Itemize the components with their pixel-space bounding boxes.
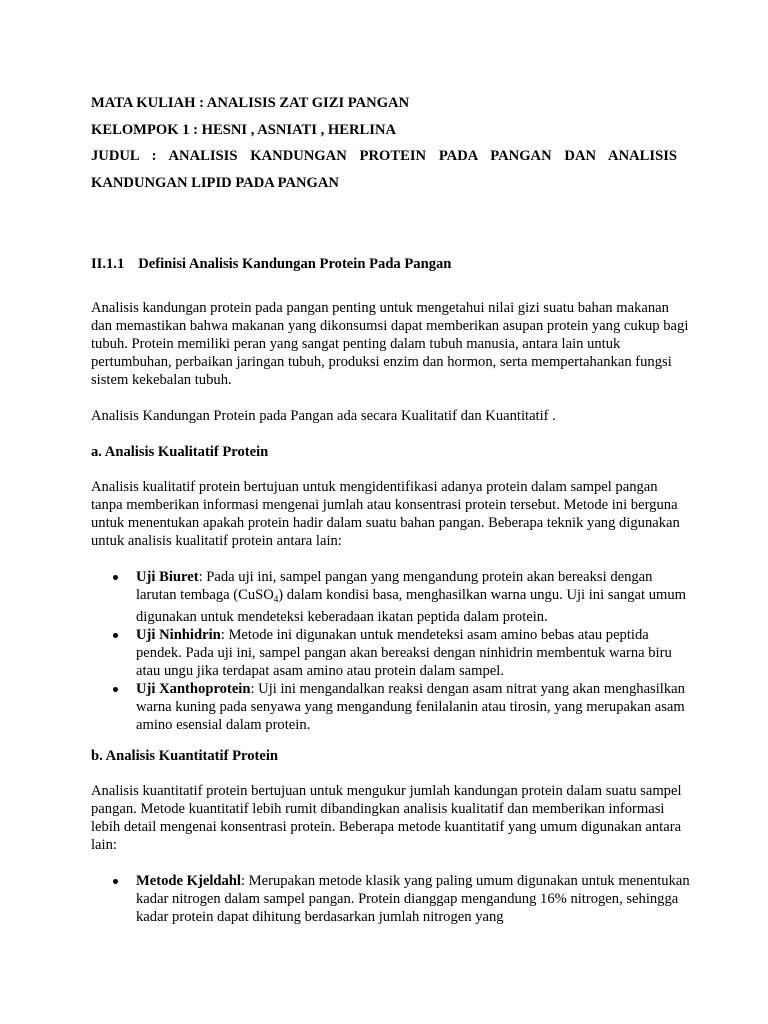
list-item-text: ) dalam kondisi basa, menghasilkan warna ungu. Uji ini sangat umum digunakan untuk mendeteksi keberadaan ikatan peptida dalam protein. [136,587,687,625]
list-item-ninhidrin [91,626,691,680]
quantitative-list [91,872,691,926]
subscript: 4 [273,594,279,604]
quantitative-paragraph: Analisis kuantitatif protein bertujuan untuk mengukur jumlah kandungan protein dalam suatu sampel pangan. Metode kuantitatif lebih rumit dibandingkan analisis kualitatif dan memberikan informasi lebih detail mengenai konsentrasi protein. Beberapa metode kuantitatif yang umum digunakan antara lain: [91,783,682,853]
list-item-xanthoprotein [91,680,691,734]
intro-paragraph-1: Analisis kandungan protein pada pangan penting untuk mengetahui nilai gizi suatu bahan makanan dan memastikan bahwa makanan yang dikonsumsi dapat memberikan asupan protein yang cukup bagi tubuh. Protein memiliki peran yang sangat penting dalam tubuh manusia, antara lain untuk pertumbuhan, perbaikan jaringan tubuh, produksi enzim dan hormon, serta mempertahankan fungsi sistem kekebalan tubuh. [91,300,689,388]
quantitative-heading: b. Analisis Kuantitatif Protein [91,748,279,764]
bullet-icon [113,687,118,692]
title-line-1: JUDUL : ANALISIS KANDUNGAN PROTEIN PADA PANGAN DAN ANALISIS [91,148,677,164]
list-item-term: Uji Biuret [136,569,199,585]
section-title: Definisi Analisis Kandungan Protein Pada Pangan [138,256,452,272]
bullet-icon [113,575,118,580]
intro-paragraph-2: Analisis Kandungan Protein pada Pangan ada secara Kualitatif dan Kuantitatif . [91,408,556,424]
list-item-text: : Uji ini mengandalkan reaksi dengan asam nitrat yang akan menghasilkan warna kuning pada senyawa yang mengandung fenilalanin atau tirosin, yang merupakan asam amino esensial dalam protein. [136,681,685,733]
list-item-term: Metode Kjeldahl [136,873,241,889]
group-line: KELOMPOK 1 : HESNI , ASNIATI , HERLINA [91,122,397,138]
qualitative-paragraph: Analisis kualitatif protein bertujuan untuk mengidentifikasi adanya protein dalam sampel pangan tanpa memberikan informasi mengenai jumlah atau konsentrasi protein tersebut. Metode ini berguna untuk menentukan apakah protein hadir dalam suatu bahan pangan. Beberapa teknik yang digunakan untuk analisis kualitatif protein antara lain: [91,479,680,549]
list-item-biuret [91,568,691,626]
course-line: MATA KULIAH : ANALISIS ZAT GIZI PANGAN [91,95,410,111]
title-line-2: KANDUNGAN LIPID PADA PANGAN [91,175,339,191]
bullet-icon [113,633,118,638]
section-heading [91,255,451,273]
section-number: II.1.1 [91,256,125,272]
list-item-term: Uji Xanthoprotein [136,681,251,697]
qualitative-heading: a. Analisis Kualitatif Protein [91,444,269,460]
list-item-term: Uji Ninhidrin [136,627,221,643]
qualitative-list [91,568,691,734]
list-item-text: : Merupakan metode klasik yang paling umum digunakan untuk menentukan kadar nitrogen dalam sampel pangan. Protein dianggap mengandung 16% nitrogen, sehingga kadar protein dapat dihitung berdasarkan jumlah nitrogen yang [136,873,690,925]
list-item-text: : Metode ini digunakan untuk mendeteksi asam amino bebas atau peptida pendek. Pada uji ini, sampel pangan akan bereaksi dengan ninhidrin membentuk warna biru atau ungu jika terdapat asam amino atau protein dalam sampel. [136,627,672,679]
bullet-icon [113,879,118,884]
list-item-kjeldahl [91,872,691,926]
list-item-text: : Pada uji ini, sampel pangan yang mengandung protein akan bereaksi dengan larutan tembaga (CuSO [136,569,653,603]
